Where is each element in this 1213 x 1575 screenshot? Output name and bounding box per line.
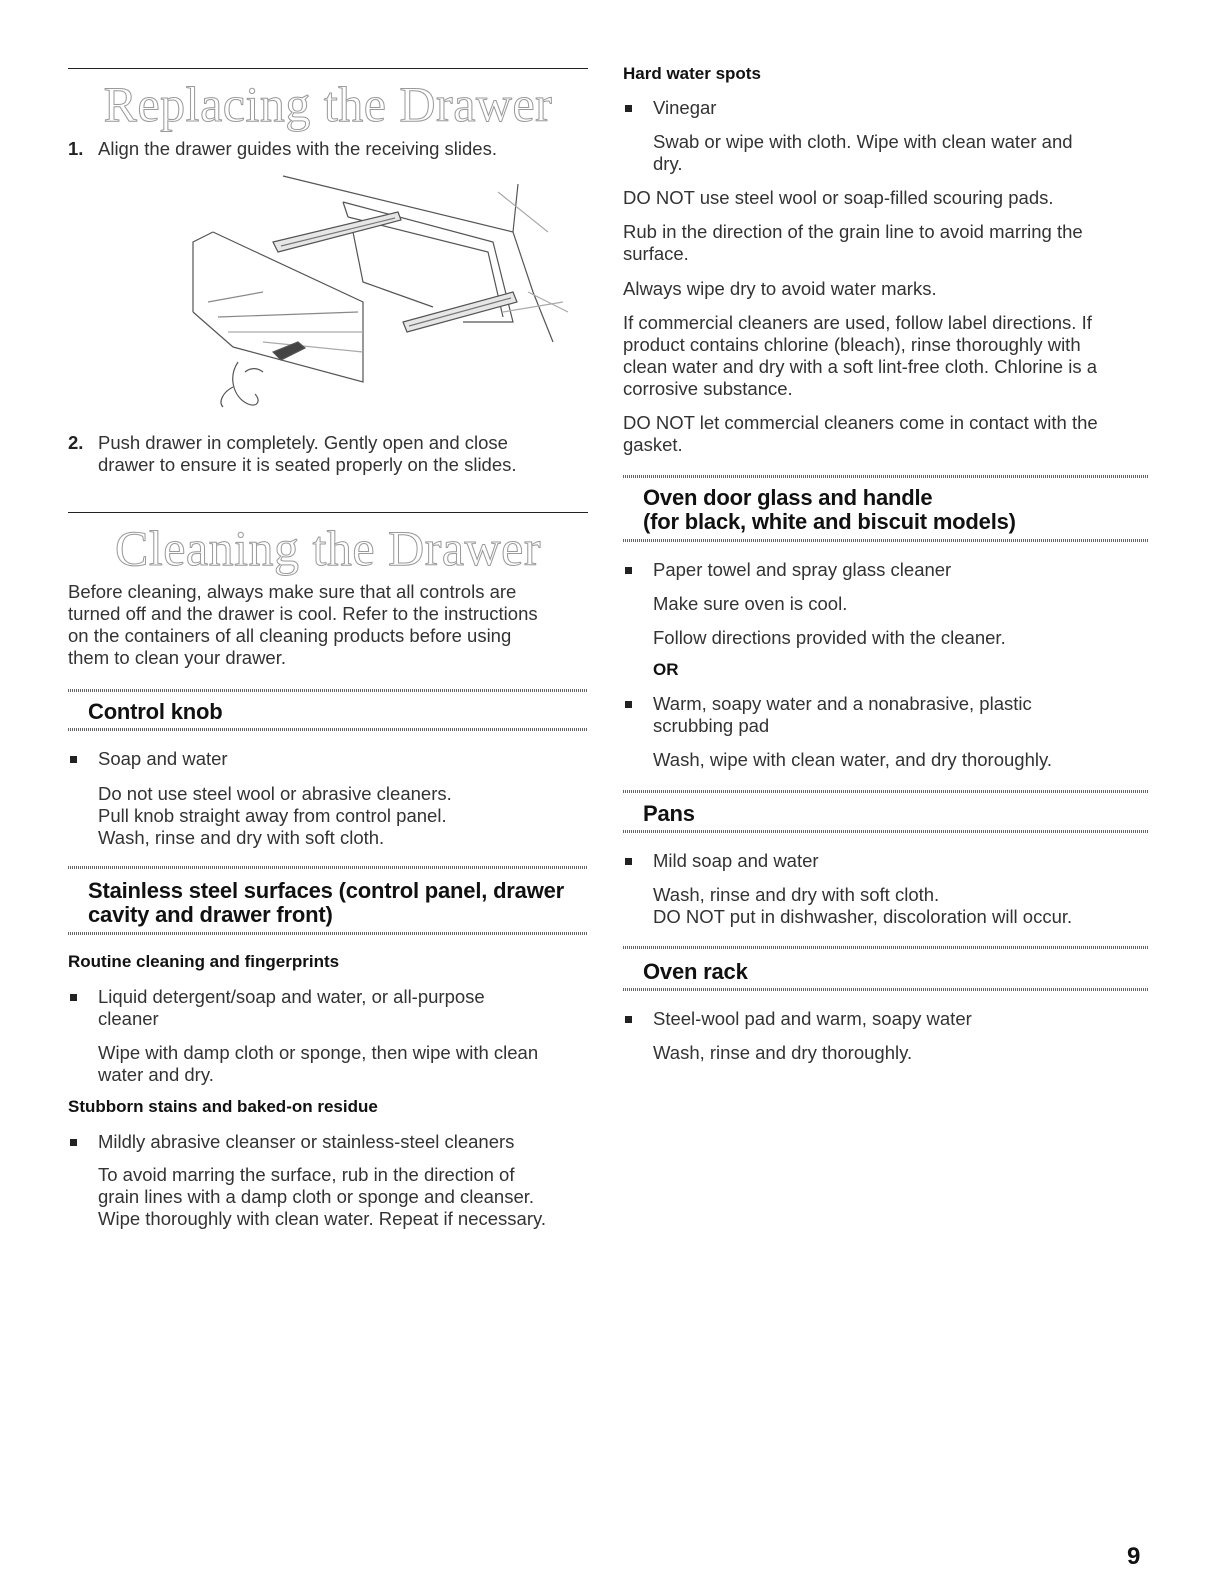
bullet [70, 1139, 77, 1146]
bullet [625, 567, 632, 574]
heading-bar [623, 539, 1148, 542]
instruction-text: Make sure oven is cool. [653, 593, 848, 614]
bullet [70, 756, 77, 763]
heading-bar [623, 830, 1148, 833]
instruction-text: grain lines with a damp cloth or sponge and cleanser. [98, 1186, 535, 1207]
list-item: Liquid detergent/soap and water, or all-purpose [98, 986, 485, 1007]
bullet [625, 701, 632, 708]
section-rule [68, 68, 588, 69]
oven-door-heading: Oven door glass and handle [643, 485, 933, 510]
heading-bar [623, 988, 1148, 991]
drawer-illustration [133, 172, 573, 422]
bullet [625, 858, 632, 865]
body-text: If commercial cleaners are used, follow label directions. If [623, 312, 1092, 333]
or-label: OR [653, 660, 679, 679]
bullet [625, 105, 632, 112]
intro-text: on the containers of all cleaning products before using [68, 625, 512, 646]
instruction-text: Pull knob straight away from control panel. [98, 805, 447, 826]
instruction-text: Wash, wipe with clean water, and dry thoroughly. [653, 749, 1052, 770]
oven-door-heading: (for black, white and biscuit models) [643, 509, 1016, 534]
cleaning-drawer-title: Cleaning the Drawer [114, 520, 541, 576]
instruction-text: Swab or wipe with cloth. Wipe with clean water and [653, 131, 1073, 152]
heading-bar [68, 866, 588, 869]
list-item: Soap and water [98, 748, 228, 769]
instruction-text: To avoid marring the surface, rub in the direction of [98, 1164, 515, 1185]
body-text: gasket. [623, 434, 683, 455]
instruction-text: water and dry. [98, 1064, 214, 1085]
body-text: Always wipe dry to avoid water marks. [623, 278, 937, 299]
heading-bar [68, 689, 588, 692]
list-item: Steel-wool pad and warm, soapy water [653, 1008, 972, 1029]
body-text: clean water and dry with a soft lint-free cloth. Chlorine is a [623, 356, 1098, 377]
list-item: cleaner [98, 1008, 159, 1029]
page-number: 9 [1127, 1543, 1141, 1570]
oven-rack-heading: Oven rack [643, 959, 748, 984]
body-text: product contains chlorine (bleach), rinse thoroughly with [623, 334, 1081, 355]
control-knob-heading: Control knob [88, 699, 223, 724]
heading-bar [68, 728, 588, 731]
instruction-text: Do not use steel wool or abrasive cleaners. [98, 783, 452, 804]
heading-bar [623, 475, 1148, 478]
body-text: DO NOT use steel wool or soap-filled scouring pads. [623, 187, 1054, 208]
list-item: Paper towel and spray glass cleaner [653, 559, 952, 580]
hard-water-subheading: Hard water spots [623, 64, 761, 83]
intro-text: Before cleaning, always make sure that all controls are [68, 581, 517, 602]
bullet [70, 994, 77, 1001]
instruction-text: dry. [653, 153, 683, 174]
instruction-text: Wash, rinse and dry with soft cloth. [98, 827, 385, 848]
instruction-text: Wipe with damp cloth or sponge, then wipe with clean [98, 1042, 539, 1063]
heading-bar [623, 790, 1148, 793]
list-item: Vinegar [653, 97, 717, 118]
list-item: Mildly abrasive cleanser or stainless-steel cleaners [98, 1131, 515, 1152]
intro-text: them to clean your drawer. [68, 647, 286, 668]
stubborn-stains-subheading: Stubborn stains and baked-on residue [68, 1097, 378, 1116]
instruction-text: Wipe thoroughly with clean water. Repeat if necessary. [98, 1208, 546, 1229]
step-number: 2. [68, 432, 84, 453]
intro-text: turned off and the drawer is cool. Refer to the instructions [68, 603, 538, 624]
body-text: Rub in the direction of the grain line to avoid marring the [623, 221, 1083, 242]
list-item: Mild soap and water [653, 850, 819, 871]
list-item: Warm, soapy water and a nonabrasive, plastic [653, 693, 1032, 714]
body-text: surface. [623, 243, 689, 264]
step-number: 1. [68, 138, 84, 159]
pans-heading: Pans [643, 801, 695, 826]
instruction-text: DO NOT put in dishwasher, discoloration will occur. [653, 906, 1073, 927]
step-1-text: Align the drawer guides with the receiving slides. [98, 138, 497, 159]
replacing-drawer-title: Replacing the Drawer [103, 76, 553, 132]
instruction-text: Follow directions provided with the cleaner. [653, 627, 1006, 648]
heading-bar [623, 946, 1148, 949]
step-2-text: drawer to ensure it is seated properly on the slides. [98, 454, 517, 475]
stainless-heading: Stainless steel surfaces (control panel, drawer [88, 878, 565, 903]
list-item: scrubbing pad [653, 715, 770, 736]
body-text: DO NOT let commercial cleaners come in contact with the [623, 412, 1098, 433]
instruction-text: Wash, rinse and dry thoroughly. [653, 1042, 913, 1063]
step-2-text: Push drawer in completely. Gently open and close [98, 432, 508, 453]
heading-bar [68, 932, 588, 935]
section-rule [68, 512, 588, 513]
stainless-heading: cavity and drawer front) [88, 902, 333, 927]
routine-cleaning-subheading: Routine cleaning and fingerprints [68, 952, 340, 971]
body-text: corrosive substance. [623, 378, 793, 399]
bullet [625, 1016, 632, 1023]
instruction-text: Wash, rinse and dry with soft cloth. [653, 884, 940, 905]
